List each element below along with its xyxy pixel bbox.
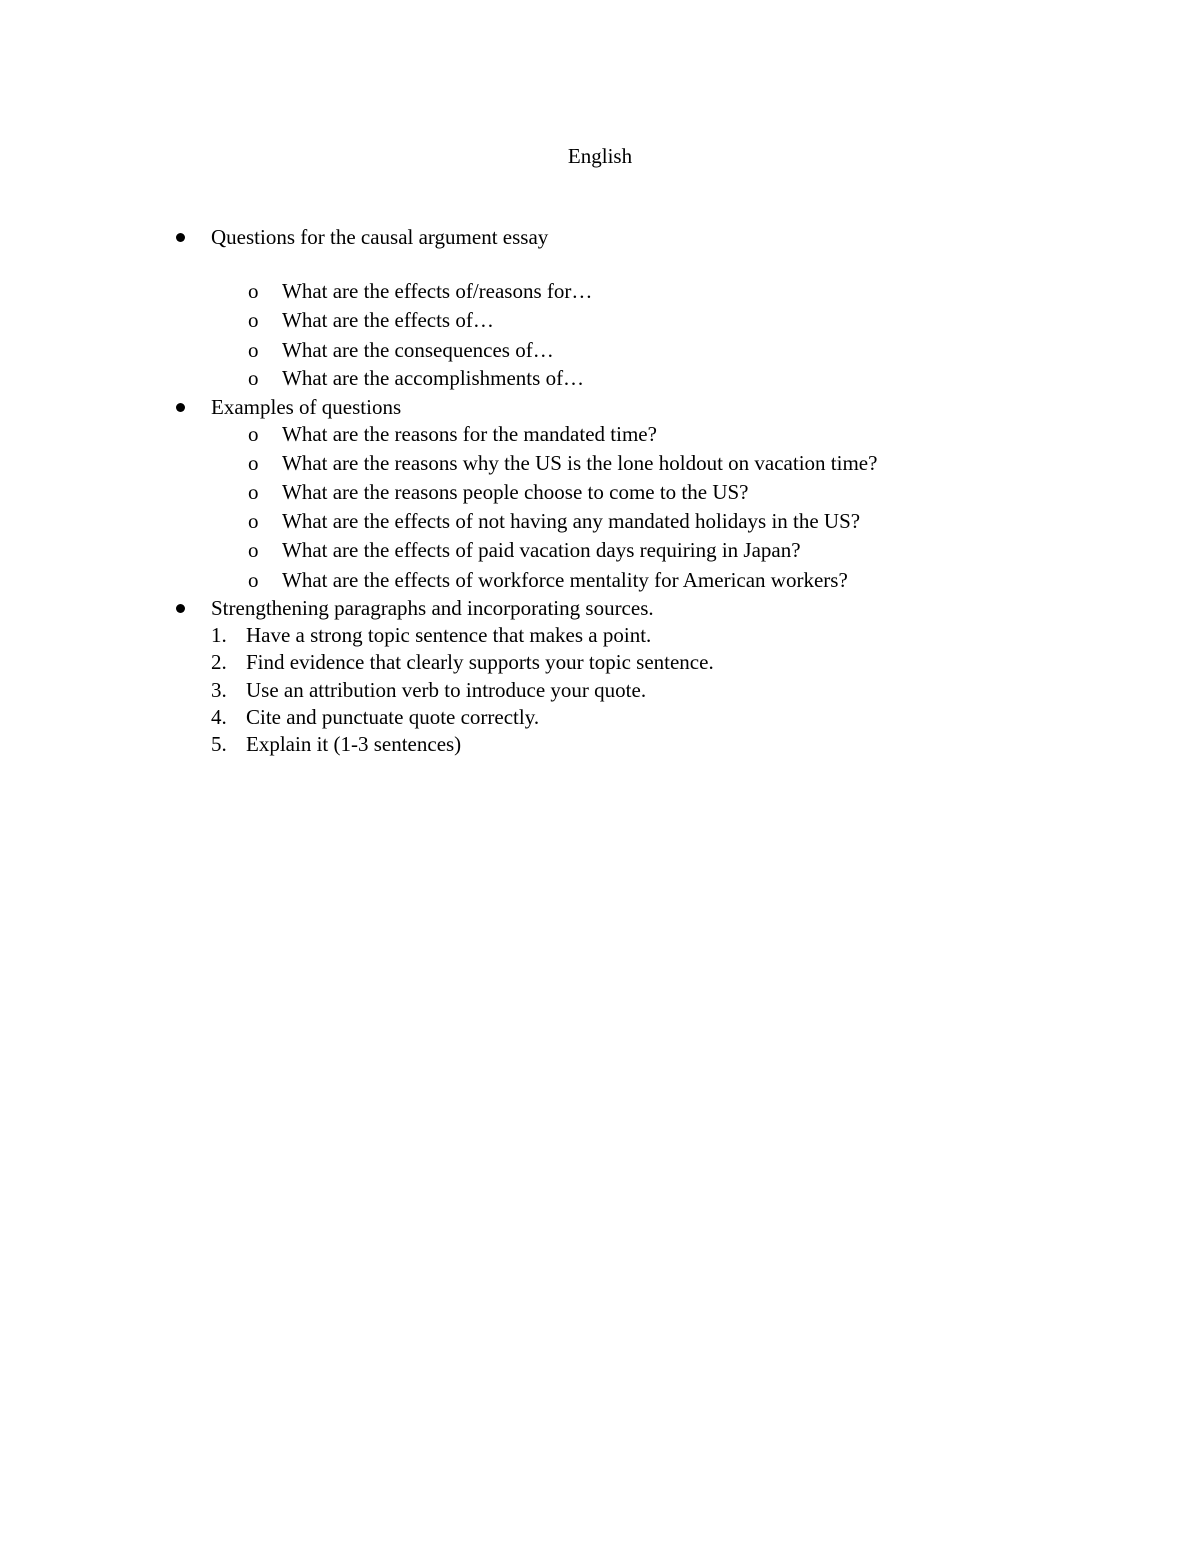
list-number: 3. <box>211 678 227 702</box>
sub-bullet-icon: o <box>248 422 259 446</box>
section-heading: Strengthening paragraphs and incorporating sources. <box>211 596 654 620</box>
list-item: What are the effects of not having any mandated holidays in the US? <box>282 509 861 533</box>
numbered-item: Cite and punctuate quote correctly. <box>246 705 540 729</box>
list-item: What are the effects of workforce mentality for American workers? <box>282 568 848 592</box>
list-item: What are the reasons why the US is the lone holdout on vacation time? <box>282 451 878 475</box>
list-item: What are the effects of/reasons for… <box>282 279 593 303</box>
section-heading: Questions for the causal argument essay <box>211 225 549 249</box>
list-item: What are the effects of… <box>282 308 494 332</box>
sub-bullet-icon: o <box>248 308 259 332</box>
list-number: 1. <box>211 623 227 647</box>
bullet-icon <box>176 604 185 613</box>
sub-bullet-icon: o <box>248 568 259 592</box>
bullet-icon <box>176 233 185 242</box>
list-number: 5. <box>211 732 227 756</box>
section-heading: Examples of questions <box>211 395 402 419</box>
sub-bullet-icon: o <box>248 451 259 475</box>
sub-bullet-icon: o <box>248 366 259 390</box>
list-item: What are the effects of paid vacation days requiring in Japan? <box>282 538 801 562</box>
bullet-icon <box>176 403 185 412</box>
sub-bullet-icon: o <box>248 279 259 303</box>
sub-bullet-icon: o <box>248 538 259 562</box>
list-number: 2. <box>211 650 227 674</box>
sub-bullet-icon: o <box>248 338 259 362</box>
list-item: What are the reasons people choose to come to the US? <box>282 480 749 504</box>
sub-bullet-icon: o <box>248 480 259 504</box>
list-item: What are the accomplishments of… <box>282 366 585 390</box>
list-item: What are the consequences of… <box>282 338 554 362</box>
list-item: What are the reasons for the mandated time? <box>282 422 657 446</box>
numbered-item: Have a strong topic sentence that makes a point. <box>246 623 652 647</box>
document-title: English <box>567 144 633 168</box>
list-number: 4. <box>211 705 227 729</box>
numbered-item: Use an attribution verb to introduce your quote. <box>246 678 647 702</box>
numbered-item: Explain it (1-3 sentences) <box>246 732 462 756</box>
sub-bullet-icon: o <box>248 509 259 533</box>
numbered-item: Find evidence that clearly supports your topic sentence. <box>246 650 714 674</box>
